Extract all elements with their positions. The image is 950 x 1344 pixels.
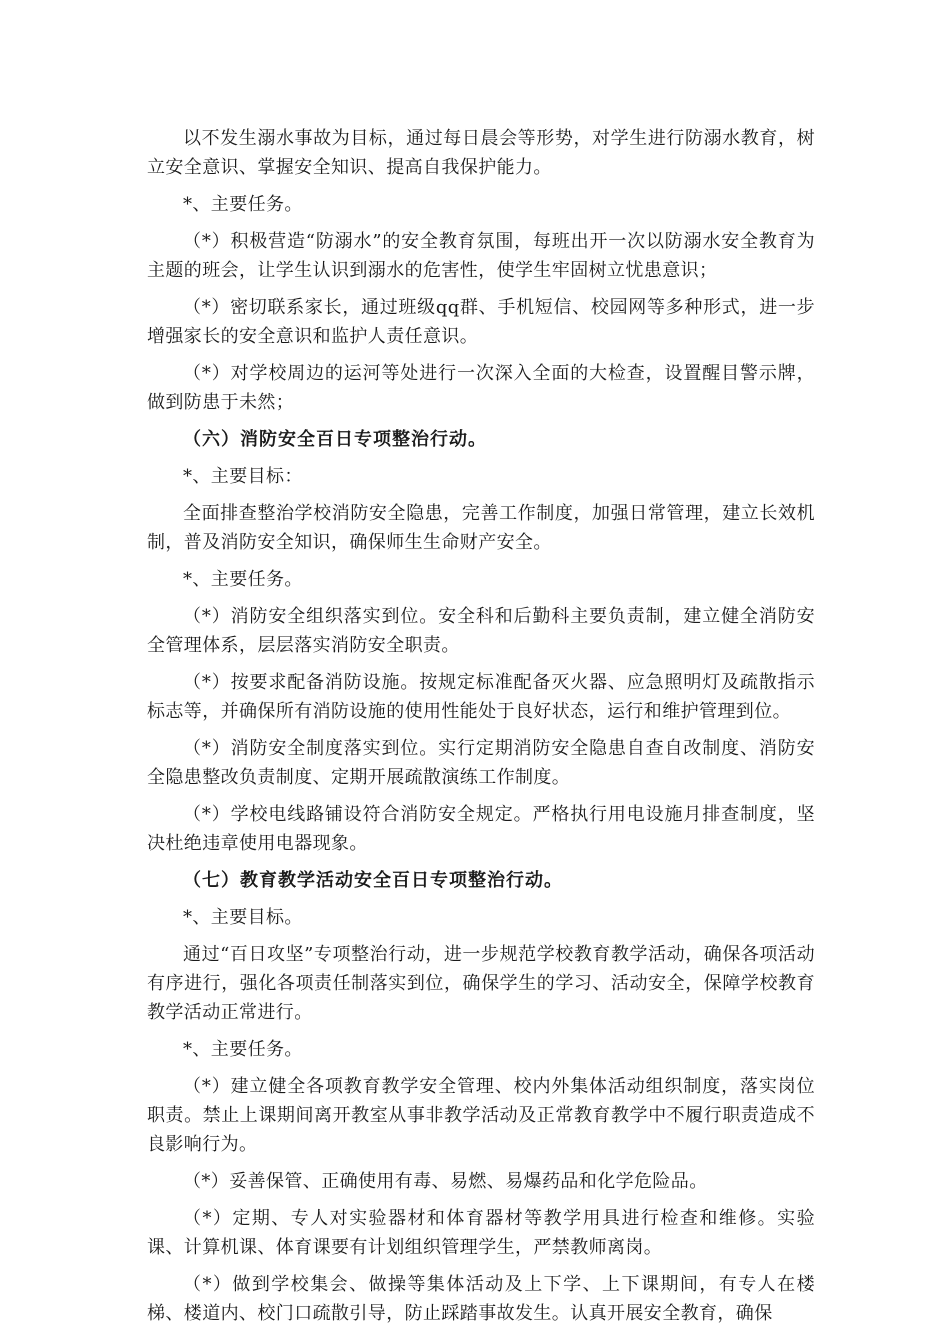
- section-heading: （七）教育教学活动安全百日专项整治行动。: [183, 870, 563, 891]
- body-paragraph: （*）学校电线路铺设符合消防安全规定。严格执行用电设施月排查制度，坚决杜绝违章使用电器现象。: [147, 804, 815, 854]
- body-paragraph: （*）积极营造“防溺水”的安全教育氛围，每班出开一次以防溺水安全教育为主题的班会，让学生认识到溺水的危害性，使学生牢固树立忧患意识；: [147, 231, 815, 281]
- body-paragraph: 通过“百日攻坚”专项整治行动，进一步规范学校教育教学活动，确保各项活动有序进行，强化各项责任制落实到位，确保学生的学习、活动安全，保障学校教育教学活动正常进行。: [147, 944, 815, 1023]
- body-paragraph: *、主要任务。: [183, 1039, 303, 1060]
- body-paragraph: （*）消防安全组织落实到位。安全科和后勤科主要负责制，建立健全消防安全管理体系，层层落实消防安全职责。: [147, 606, 815, 656]
- section-heading: （六）消防安全百日专项整治行动。: [183, 429, 487, 450]
- body-paragraph: 以不发生溺水事故为目标，通过每日晨会等形势，对学生进行防溺水教育，树立安全意识、掌握安全知识、提高自我保护能力。: [147, 128, 815, 178]
- body-paragraph: （*）密切联系家长，通过班级qq群、手机短信、校园网等多种形式，进一步增强家长的安全意识和监护人责任意识。: [147, 297, 815, 347]
- body-paragraph: （*）做到学校集会、做操等集体活动及上下学、上下课期间，有专人在楼梯、楼道内、校门口疏散引导，防止踩踏事故发生。认真开展安全教育，确保: [147, 1274, 815, 1324]
- body-paragraph: （*）按要求配备消防设施。按规定标准配备灭火器、应急照明灯及疏散指示标志等，并确保所有消防设施的使用性能处于良好状态，运行和维护管理到位。: [147, 672, 815, 722]
- body-paragraph: *、主要目标：: [183, 466, 303, 487]
- body-paragraph: *、主要任务。: [183, 569, 303, 590]
- body-paragraph: 全面排查整治学校消防安全隐患，完善工作制度，加强日常管理，建立长效机制，普及消防安全知识，确保师生生命财产安全。: [147, 503, 815, 553]
- body-paragraph: （*）对学校周边的运河等处进行一次深入全面的大检查，设置醒目警示牌，做到防患于未然；: [147, 363, 815, 413]
- body-paragraph: （*）定期、专人对实验器材和体育器材等教学用具进行检查和维修。实验课、计算机课、体育课要有计划组织管理学生，严禁教师离岗。: [147, 1208, 815, 1258]
- body-paragraph: （*）消防安全制度落实到位。实行定期消防安全隐患自查自改制度、消防安全隐患整改负责制度、定期开展疏散演练工作制度。: [147, 738, 815, 788]
- body-paragraph: （*）妥善保管、正确使用有毒、易燃、易爆药品和化学危险品。: [183, 1171, 708, 1192]
- body-paragraph: *、主要目标。: [183, 907, 303, 928]
- body-paragraph: *、主要任务。: [183, 194, 303, 215]
- body-paragraph: （*）建立健全各项教育教学安全管理、校内外集体活动组织制度，落实岗位职责。禁止上课期间离开教室从事非教学活动及正常教育教学中不履行职责造成不良影响行为。: [147, 1076, 815, 1155]
- document-body: [147, 124, 815, 1336]
